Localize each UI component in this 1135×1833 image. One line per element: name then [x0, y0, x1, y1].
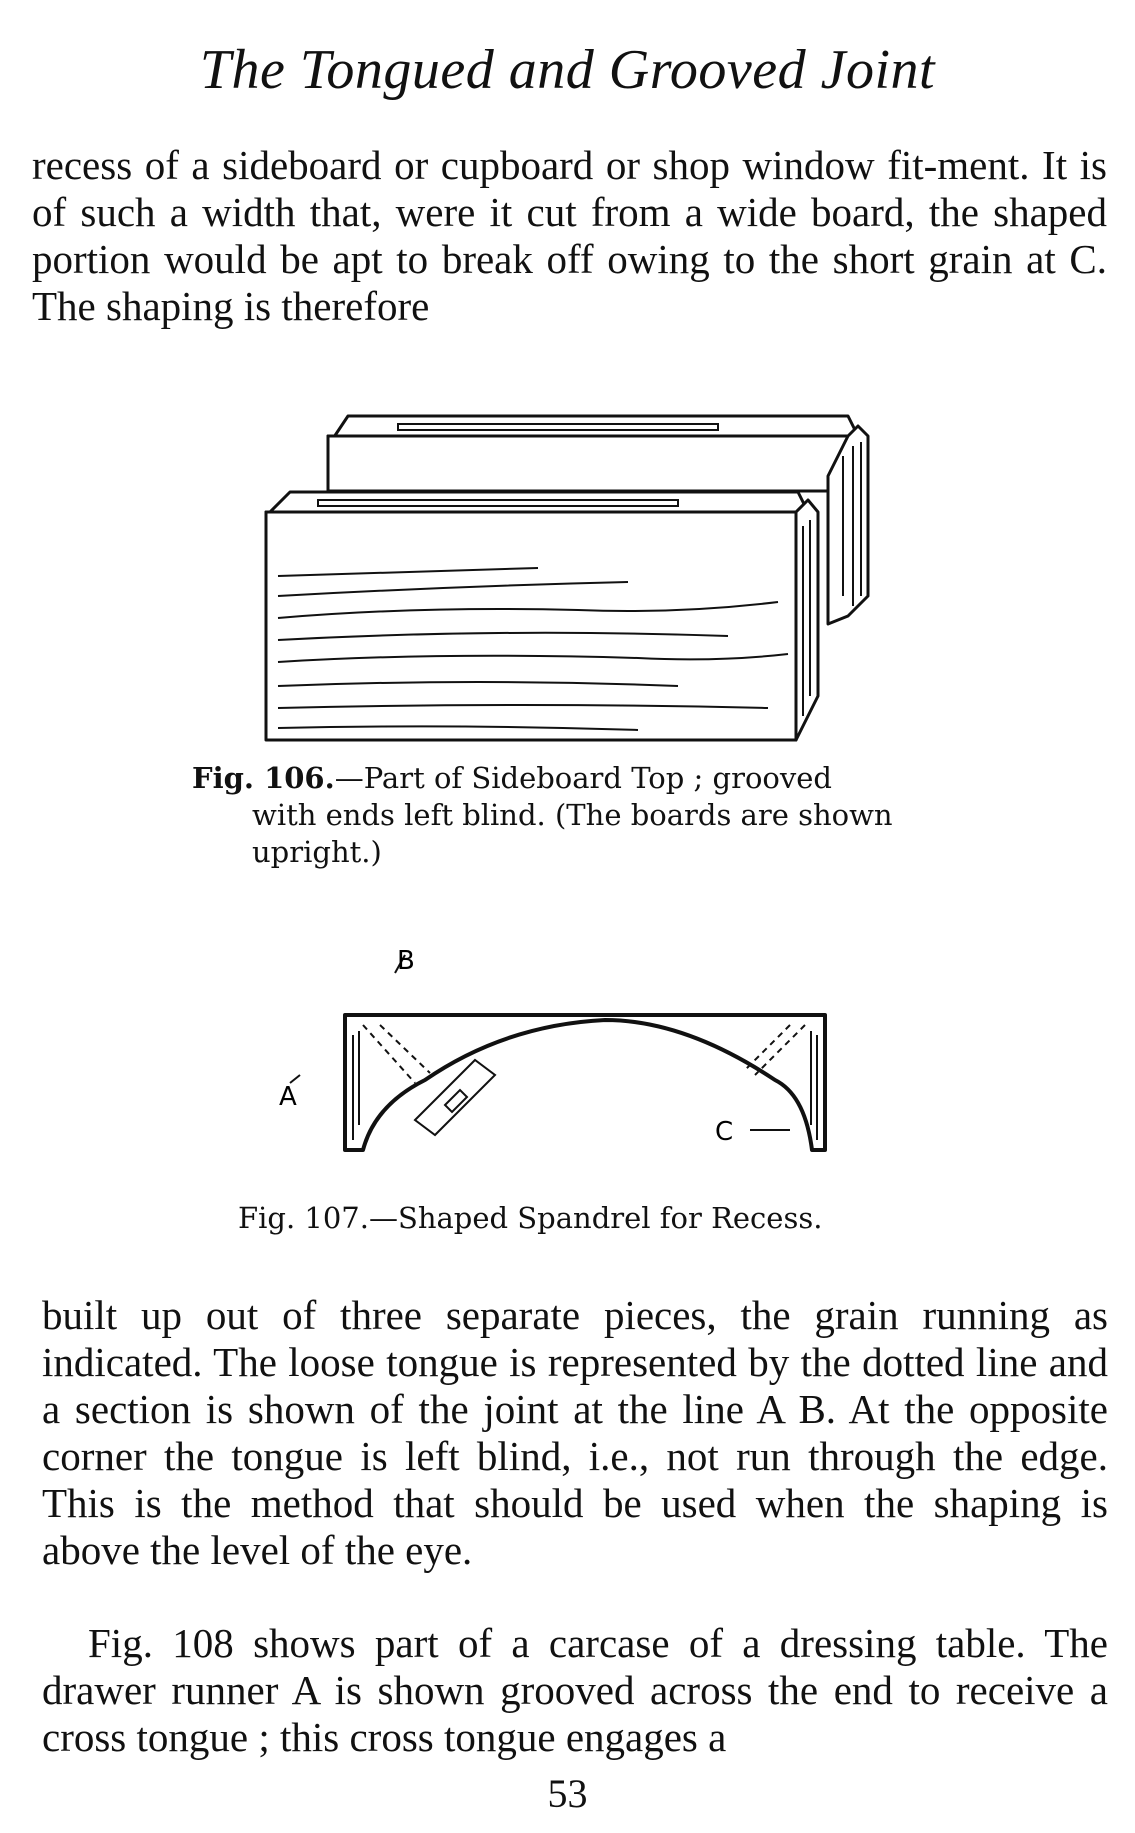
figure-107-caption: [238, 1200, 938, 1237]
figure-107-number: Fig. 107.: [238, 1201, 369, 1235]
front-board-end: [796, 500, 818, 740]
figure-107-spandrel: [279, 946, 855, 1175]
figure-106-caption-text: —Part of Sideboard Top ; grooved: [334, 761, 832, 795]
figure-106-caption: [192, 760, 952, 871]
label-c: C: [715, 1117, 734, 1147]
figure-106-sideboard-boards: [258, 396, 898, 756]
label-a: A: [279, 1082, 297, 1112]
label-b: B: [397, 946, 415, 976]
paragraph-2: built up out of three separate pieces, the grain running as indicated. The loose tongue is represented by the dotted line and a section is shown of the joint at the line A B. At the opposite corner the tongue is left blind, i.e., not run through the edge. This is the method that should be used when the shaping is above the level of the eye.: [42, 1292, 1108, 1573]
paragraph-3: Fig. 108 shows part of a carcase of a dressing table. The drawer runner A is shown grooved across the end to receive a cross tongue ; this cross tongue engages a: [42, 1620, 1108, 1760]
back-board-face: [328, 436, 848, 491]
figure-107-caption-text: —Shaped Spandrel for Recess.: [368, 1201, 823, 1235]
running-head-title: The Tongued and Grooved Joint: [199, 39, 936, 101]
paragraph-1: recess of a sideboard or cupboard or shop window fit-ment. It is of such a width that, were it cut from a wide board, the shaped portion would be apt to break off owing to the short grain at C. The shaping is therefore: [32, 142, 1107, 329]
figure-106-number: Fig. 106.: [192, 761, 335, 795]
page-number: 53: [547, 1771, 588, 1816]
figure-106-caption-continued: with ends left blind. (The boards are shown upright.): [252, 798, 893, 869]
